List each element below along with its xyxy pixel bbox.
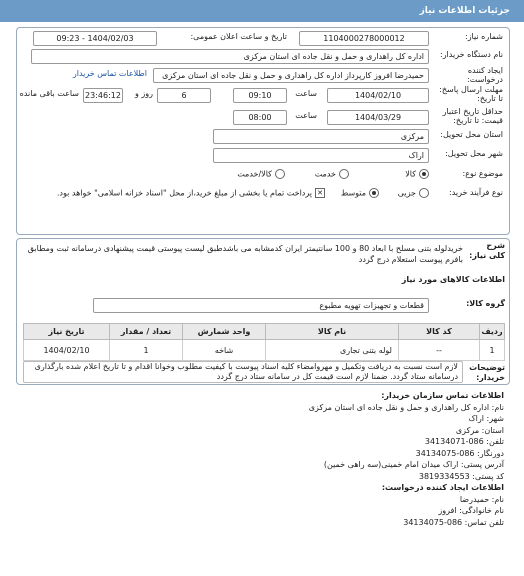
buyer-notes-text: لازم است نسبت به دریافت وتکمیل و مهروامضاء کلیه اسناد پیوست با کیفیت مطلوب وخوانا اقدام و تا تاریخ اعلام شده بارگذاری درسامانه ستاد گردد. ضمنا لازم است قیمت کل در سامانه ستاد درج گردد	[34, 362, 458, 381]
contact-line: نام: حمیدرضا	[459, 494, 504, 504]
contact-line: شهر: اراک	[468, 414, 504, 423]
days-label: روز و	[135, 89, 153, 98]
cell-unit: شاخه	[183, 340, 266, 361]
payment-text: پرداخت تمام یا بخشی از مبلغ خرید،از محل "اسناد خزانه اسلامی" خواهد بود.	[56, 188, 312, 198]
creator-field[interactable]: حمیدرضا افروز کارپرداز اداره کل راهداری و حمل و نقل جاده ای استان مرکزی	[153, 68, 429, 83]
announce-label: تاریخ و ساعت اعلان عمومی:	[190, 32, 287, 41]
col-name: نام کالا	[266, 324, 399, 340]
process-radio-medium[interactable]	[369, 188, 379, 198]
col-code: کد کالا	[399, 324, 480, 340]
description-text: خریدلوله بتنی مسلح با ابعاد 80 و 100 سانتیمتر ایران کدمشابه می باشدطبق لیست پیوستی قیمت پیشنهادی درسامانه ثبت ومطابق بافرم پیوست استعلام درج گردد	[27, 244, 463, 264]
cell-code: --	[399, 340, 480, 361]
remaining-time-field: 23:46:12	[83, 88, 123, 103]
col-unit: واحد شمارش	[183, 324, 266, 340]
contact-line: کد پستی: 3819334553	[418, 471, 504, 481]
contact-line: تلفن تماس: 086-34134075	[403, 517, 504, 527]
goods-table-header	[24, 324, 505, 340]
category-radio-goods[interactable]	[419, 169, 429, 179]
buyer-field[interactable]: اداره کل راهداری و حمل و نقل جاده ای استان مرکزی	[31, 49, 429, 64]
creator-info-title: اطلاعات ایجاد کننده درخواست:	[381, 483, 504, 492]
send-date-field[interactable]: 1404/02/10	[327, 88, 429, 103]
send-time-field[interactable]: 09:10	[233, 88, 287, 103]
page-header: جزئیات اطلاعات نیاز	[0, 0, 524, 22]
need-number-label: شماره نیاز:	[465, 32, 503, 41]
goods-group-label: گروه کالا:	[466, 299, 505, 308]
process-option-small[interactable]	[398, 188, 429, 198]
goods-group-field[interactable]: قطعات و تجهیزات تهویه مطبوع	[93, 298, 429, 313]
buyer-notes-box	[23, 361, 463, 383]
category-radio-service[interactable]	[339, 169, 349, 179]
col-date: تاریخ نیاز	[24, 324, 110, 340]
announce-field[interactable]: 1404/02/03 - 09:23	[33, 31, 157, 46]
buyer-contact-info	[24, 390, 504, 528]
contact-line: دورنگار: 086-34134075	[415, 448, 504, 458]
process-label: نوع فرآیند خرید:	[449, 188, 503, 197]
goods-table	[23, 323, 505, 361]
category-option-label: خدمت	[314, 169, 336, 179]
category-option-goods-service[interactable]	[237, 169, 285, 179]
buyer-notes-label: توضیحات خریدار:	[469, 363, 505, 382]
remaining-label: ساعت باقی مانده	[19, 89, 79, 98]
contact-line: تلفن: 086-34134071	[424, 437, 504, 446]
category-option-service[interactable]	[315, 169, 349, 179]
validity-date-field[interactable]: 1404/03/29	[327, 110, 429, 125]
category-radio-goods-service[interactable]	[275, 169, 285, 179]
contact-line: نام خانوادگی: افروز	[438, 506, 504, 515]
buyer-contact-link[interactable]: اطلاعات تماس خریدار	[72, 69, 147, 78]
description-label: شرح کلی نیاز:	[469, 241, 505, 260]
need-number-field[interactable]: 1104000278000012	[299, 31, 429, 46]
contact-line: آدرس پستی: اراک میدان امام خمینی(سه راهی خمین)	[323, 460, 504, 469]
description-panel	[16, 238, 510, 385]
category-option-goods[interactable]	[405, 169, 429, 179]
goods-section-title: اطلاعات کالاهای مورد نیاز	[401, 275, 505, 284]
city-field[interactable]: اراک	[213, 148, 429, 163]
cell-name: لوله بتنی تجاری	[266, 340, 399, 361]
category-option-label: کالا/خدمت	[237, 169, 272, 179]
cell-row: 1	[480, 340, 505, 361]
validity-time-field[interactable]: 08:00	[233, 110, 287, 125]
buyer-label: نام دستگاه خریدار:	[440, 50, 503, 59]
table-row[interactable]	[24, 340, 505, 361]
process-radio-small[interactable]	[419, 188, 429, 198]
cell-date: 1404/02/10	[24, 340, 110, 361]
creator-label: ایجاد کننده درخواست:	[467, 66, 503, 84]
send-time-label: ساعت	[295, 89, 317, 98]
validity-time-label: ساعت	[295, 111, 317, 120]
category-label: موضوع نوع:	[462, 169, 503, 178]
col-row: ردیف	[480, 324, 505, 340]
category-option-label: کالا	[405, 169, 416, 179]
contact-line: نام: اداره کل راهداری و حمل و نقل جاده ای استان مرکزی	[308, 402, 504, 412]
province-field[interactable]: مرکزی	[213, 129, 429, 144]
days-field: 6	[157, 88, 211, 103]
cell-qty: 1	[110, 340, 183, 361]
send-deadline-label: مهلت ارسال پاسخ: تا تاریخ:	[439, 85, 503, 103]
contact-title: اطلاعات تماس سازمان خریدار:	[381, 391, 504, 400]
payment-checkbox[interactable]: ✕	[315, 188, 325, 198]
contact-line: استان: مرکزی	[455, 425, 504, 435]
province-label: استان محل تحویل:	[440, 130, 503, 139]
process-option-medium[interactable]	[341, 188, 379, 198]
payment-option[interactable]	[57, 188, 325, 198]
process-option-label: متوسط	[340, 188, 366, 198]
need-info-panel	[16, 27, 510, 235]
col-qty: تعداد / مقدار	[110, 324, 183, 340]
validity-label: حداقل تاریخ اعتبار قیمت: تا تاریخ:	[442, 107, 503, 125]
city-label: شهر محل تحویل:	[445, 149, 503, 158]
process-option-label: جزیی	[397, 188, 416, 198]
